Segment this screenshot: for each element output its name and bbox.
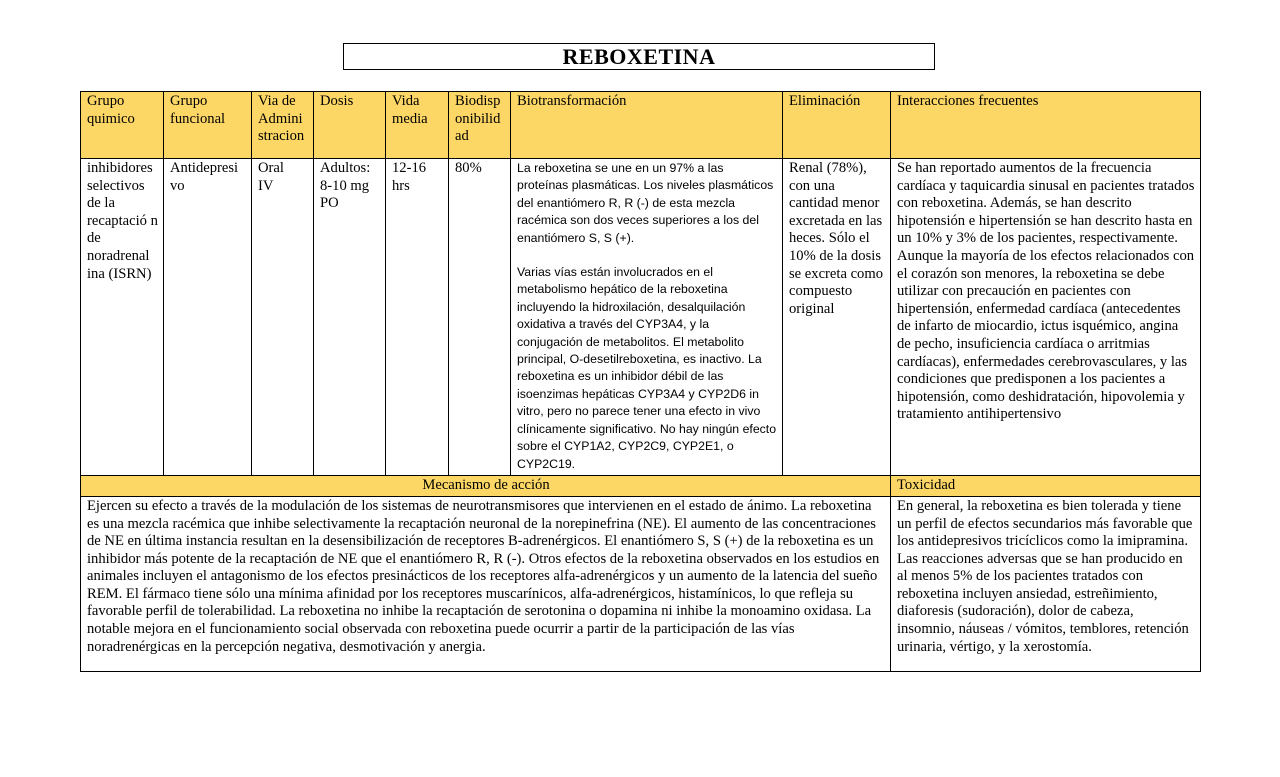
table-row — [81, 159, 1201, 476]
cell-interacciones: Se han reportado aumentos de la frecuencia cardíaca y taquicardia sinusal en pacientes tratados con reboxetina. Además, se han descrito hipotensión e hipertensión se han descrito hasta en un 10% y 3% de los pacientes, respectivamente. Aunque la mayoría de los efectos relacionados con el corazón son menores, la reboxetina se debe utilizar con precaución en pacientes con hipertensión, enfermedad cardíaca (antecedentes de infarto de miocardio, ictus isquémico, angina de pecho, insuficiencia cardíaca o arritmias cardíacas), enfermedades cerebrovasculares, y las condiciones que predisponen a los pacientes a hipotensión, como deshidratación, hipovolemia y tratamiento antihipertensivo — [891, 159, 1201, 476]
table-header-row — [81, 92, 1201, 159]
mecanismo-text: Ejercen su efecto a través de la modulación de los sistemas de neurotransmisores que intervienen en el estado de ánimo. La reboxetina es una mezcla racémica que inhibe selectivamente la recaptación neuronal de la norepinefrina (NE). El aumento de las concentraciones de NE en última instancia resultan en la desensibilización de receptores B-adrenérgicos. El enantiómero S, S (+) de la reboxetina es un inhibidor más potente de la recaptación de NE que el enantiómero R, R (-). Otros efectos de la reboxetina observados en los estudios en animales incluyen el antagonismo de los efectos presinácticos de los receptores alfa-adrenérgicos y un aumento de la latencia del sueño REM. El fármaco tiene sólo una mínima afinidad por los receptores muscarínicos, alfa-adrenérgicos, histamínicos, lo que refleja su favorable perfil de tolerabilidad. La reboxetina no inhibe la recaptación de serotonina o dopamina ni inhibe la monoamino oxidasa. La notable mejora en el funcionamiento social observada con reboxetina puede ocurrir a partir de la participación de las vías noradrenérgicas en la percepción negativa, desmotivación y anergia. — [81, 496, 891, 671]
via-iv: IV — [258, 177, 274, 194]
header-via: Via de Admini stracion — [252, 92, 314, 159]
via-oral: Oral — [258, 160, 284, 176]
header-vida-media: Vida media — [386, 92, 449, 159]
header-grupo-funcional: Grupo funcional — [164, 92, 252, 159]
cell-grupo-quimico: inhibidores selectivos de la recaptació n de noradrenal ina (ISRN) — [81, 159, 164, 476]
document-title: REBOXETINA — [562, 43, 716, 69]
cell-grupo-funcional: Antidepresi vo — [164, 159, 252, 476]
toxicidad-text: En general, la reboxetina es bien tolerada y tiene un perfil de efectos secundarios más favorable que los antidepresivos tricíclicos como la imipramina. Las reacciones adversas que se han producido en al menos 5% de los pacientes tratados con reboxetina incluyen ansiedad, estreñimiento, diaforesis (sudoración), dolor de cabeza, insomnio, náuseas / vómitos, temblores, retención urinaria, vértigo, y la xerostomía. — [891, 496, 1201, 671]
cell-vida-media: 12-16 hrs — [386, 159, 449, 476]
cell-biotransformacion — [511, 159, 783, 476]
header-interacciones: Interacciones frecuentes — [891, 92, 1201, 159]
toxicidad-header: Toxicidad — [891, 475, 1201, 496]
mecanismo-header: Mecanismo de acción — [81, 475, 891, 496]
cell-via — [252, 159, 314, 476]
header-eliminacion: Eliminación — [783, 92, 891, 159]
biotransformacion-paragraph-1: La reboxetina se une en un 97% a las proteínas plasmáticas. Los niveles plasmáticos del enantiómero R, R (-) de esta mezcla racémica son dos veces superiores a los del enantiómero S, S (+). — [517, 161, 774, 245]
biotransformacion-paragraph-2: Varias vías están involucrados en el metabolismo hepático de la reboxetina incluyendo la hidroxilación, desalquilación oxidativa a través del CYP3A4, y la conjugación de metabolitos. El metabolito principal, O-desetilreboxetina, es inactivo. La reboxetina es un inhibidor débil de las isoenzimas hepáticas CYP3A4 y CYP2D6 in vitro, pero no parece tener una efecto in vivo clínicamente significativo. No hay ningún efecto sobre el CYP1A2, CYP2C9, CYP2E1, o CYP2C19. — [517, 265, 777, 471]
cell-dosis: Adultos: 8-10 mg PO — [314, 159, 386, 476]
cell-eliminacion: Renal (78%), con una cantidad menor excretada en las heces. Sólo el 10% de la dosis se excreta como compuesto original — [783, 159, 891, 476]
cell-biodisponibilidad: 80% — [449, 159, 511, 476]
header-dosis: Dosis — [314, 92, 386, 159]
document-title-box — [343, 43, 935, 70]
section-header-row — [81, 475, 1201, 496]
header-biotransformacion: Biotransformación — [511, 92, 783, 159]
section-content-row — [81, 496, 1201, 671]
drug-info-table — [80, 91, 1201, 672]
header-biodisponibilidad: Biodisp onibilid ad — [449, 92, 511, 159]
header-grupo-quimico: Grupo quimico — [81, 92, 164, 159]
paragraph-spacer — [517, 247, 777, 264]
